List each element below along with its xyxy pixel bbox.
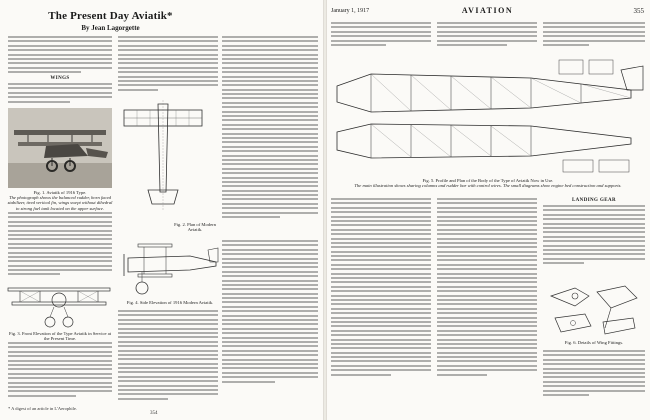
page-number-left: 354 — [150, 411, 158, 416]
right-col1-text-top — [331, 22, 431, 52]
left-col3-text — [222, 36, 318, 236]
heading-landing-gear: LANDING GEAR — [571, 198, 617, 203]
figure-2-plan-drawing — [122, 100, 204, 220]
left-col2-text-top — [118, 36, 218, 96]
right-col1-text-bottom — [331, 198, 431, 406]
figure-3-front-elevation — [6, 282, 112, 330]
issue-date: January 1, 1917 — [331, 8, 370, 14]
figure-2-caption: Fig. 2. Plan of Modern Aviatik. — [174, 222, 216, 233]
right-col3-text-mid — [543, 205, 645, 275]
figure-6-caption: Fig. 6. Details of Wing Fittings. — [564, 340, 624, 345]
left-col3-text-bottom — [222, 240, 318, 406]
left-page — [0, 0, 323, 420]
article-byline: By Jean Lagorgette — [81, 24, 140, 32]
right-col3-text-bottom — [543, 350, 645, 406]
footnote: * A digest of an article in L'Aerophile. — [8, 406, 78, 411]
figure-1-photo — [8, 108, 112, 188]
left-col1-text-mid — [8, 212, 112, 277]
figure-4-caption: Fig. 4. Side Elevation of 1916 Modern Aviatik. — [126, 300, 214, 305]
figure-4-side-elevation — [120, 236, 220, 298]
right-col2-text-bottom — [437, 198, 537, 406]
figure-5-body-profile-plan — [331, 56, 645, 176]
right-col2-text-top — [437, 22, 537, 52]
figure-1-label: Fig. 1. Aviatik of 1916 Type. — [33, 190, 87, 195]
heading-wings: WINGS — [50, 76, 70, 81]
left-col2-text-bottom — [118, 310, 218, 410]
figure-1-caption — [6, 190, 114, 211]
figure-5-caption — [331, 178, 645, 188]
left-col1-text-bottom — [8, 342, 112, 406]
right-col3-text-top — [543, 22, 645, 52]
right-page — [327, 0, 650, 420]
figure-6-wing-fittings — [545, 278, 643, 338]
page-number-right: 355 — [633, 7, 644, 15]
left-col1-intro-text — [8, 36, 112, 74]
article-title: The Present Day Aviatik* — [48, 10, 173, 22]
figure-5-label: Fig. 5. Profile and Plan of the Body of the Type of Aviatik Now in Use. — [422, 178, 554, 183]
figure-5-note: The main illustration shows sharing columns and rudder bar with control wires. The small diagrams show engine bed construction and supports. — [354, 183, 622, 189]
running-head — [331, 6, 644, 18]
figure-1-note: The photograph shows the balanced rudder, horn faced stabilizer, tired vertical fin, wings swept without dihedral to strong fuel tank located on the upper surface. — [7, 195, 113, 211]
left-col1-wings-text — [8, 83, 112, 105]
magazine-name: AVIATION — [461, 6, 514, 15]
figure-3-caption: Fig. 3. Front Elevation of the Type Aviatik in Service at the Present Time. — [8, 331, 112, 342]
